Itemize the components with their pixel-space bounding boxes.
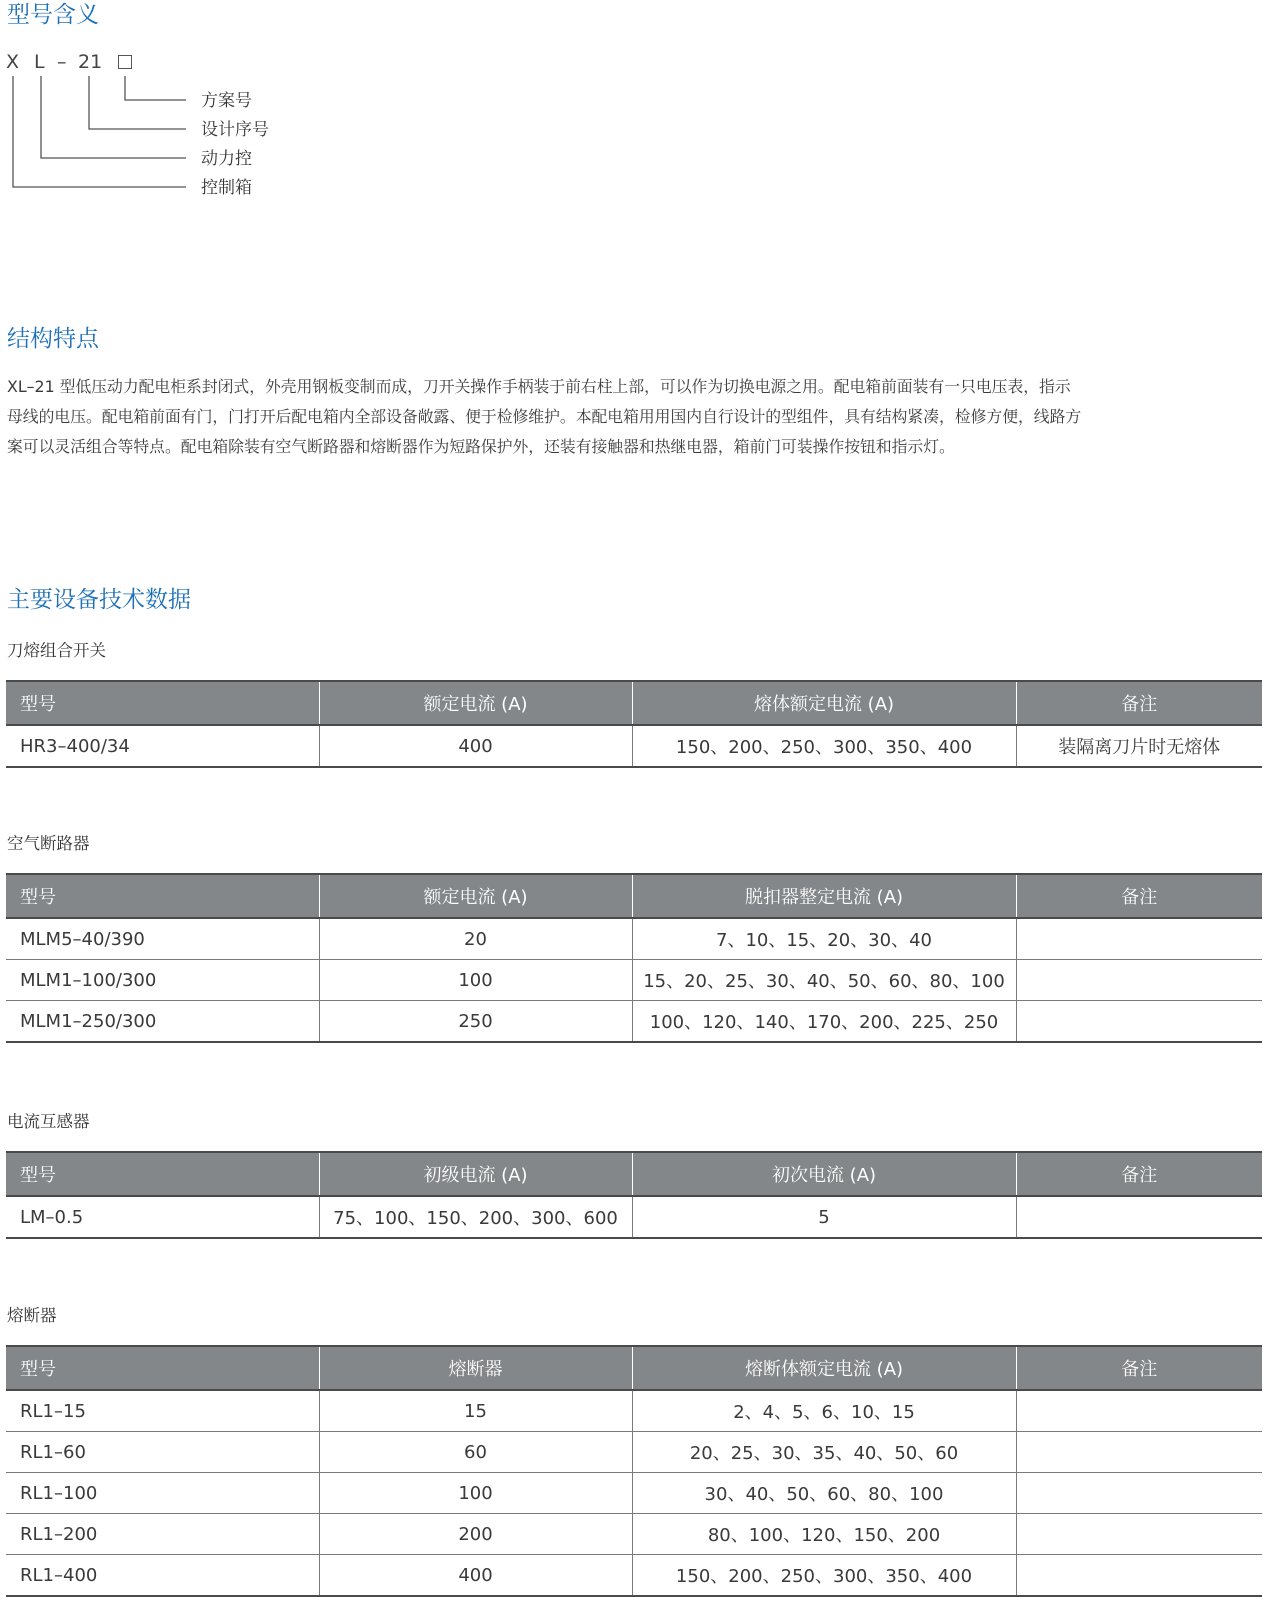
knife-fuse-switch-table — [6, 680, 1262, 768]
current-transformer-subtitle: 电流互感器 — [7, 1112, 90, 1131]
structure-heading: 结构特点 — [7, 326, 99, 352]
knife-fuse-switch-subtitle: 刀熔组合开关 — [7, 641, 106, 660]
cell-remark — [1016, 1001, 1262, 1043]
table-header-row — [6, 681, 1262, 725]
header-remark: 备注 — [1016, 1152, 1262, 1196]
cell-model: RL1–400 — [6, 1555, 319, 1597]
cell-rated-current: 20 — [319, 918, 632, 960]
cell-model: HR3–400/34 — [6, 725, 319, 767]
legend-label-power-control: 动力控 — [201, 149, 252, 169]
cell-remark — [1016, 1432, 1262, 1473]
cell-fuse-current: 150、200、250、300、350、400 — [632, 725, 1016, 767]
table-row — [6, 918, 1262, 960]
cell-fuse: 15 — [319, 1390, 632, 1432]
cell-trip-current: 100、120、140、170、200、225、250 — [632, 1001, 1016, 1043]
table-row — [6, 1390, 1262, 1432]
cell-rated-current: 400 — [319, 725, 632, 767]
table-row — [6, 1555, 1262, 1597]
model-code-leader-lines — [0, 0, 200, 200]
cell-remark — [1016, 918, 1262, 960]
header-fuse-rated-current: 熔体额定电流 (A) — [632, 681, 1016, 725]
cell-model: RL1–15 — [6, 1390, 319, 1432]
air-breaker-subtitle: 空气断路器 — [7, 834, 90, 853]
header-trip-setting-current: 脱扣器整定电流 (A) — [632, 874, 1016, 918]
description-line: XL–21 型低压动力配电柜系封闭式，外壳用钢板变制而成，刀开关操作手柄装于前右柱上部，可以作为切换电源之用。配电箱前面装有一只电压表，指示 — [7, 377, 1071, 396]
equipment-heading: 主要设备技术数据 — [7, 587, 191, 613]
legend-label-design-seq: 设计序号 — [201, 120, 269, 140]
header-model: 型号 — [6, 681, 319, 725]
cell-fuse: 60 — [319, 1432, 632, 1473]
cell-fuse: 100 — [319, 1473, 632, 1514]
cell-rated-current: 250 — [319, 1001, 632, 1043]
table-row — [6, 1514, 1262, 1555]
cell-remark — [1016, 1555, 1262, 1597]
fuse-table — [6, 1345, 1262, 1597]
cell-trip-current: 7、10、15、20、30、40 — [632, 918, 1016, 960]
cell-remark — [1016, 1196, 1262, 1238]
header-rated-current: 额定电流 (A) — [319, 681, 632, 725]
cell-fuse: 400 — [319, 1555, 632, 1597]
cell-fuse-body-current: 30、40、50、60、80、100 — [632, 1473, 1016, 1514]
cell-model: RL1–60 — [6, 1432, 319, 1473]
header-model: 型号 — [6, 874, 319, 918]
header-remark: 备注 — [1016, 874, 1262, 918]
table-header-row — [6, 1346, 1262, 1390]
header-model: 型号 — [6, 1346, 319, 1390]
header-model: 型号 — [6, 1152, 319, 1196]
cell-model: MLM1–250/300 — [6, 1001, 319, 1043]
cell-remark — [1016, 1473, 1262, 1514]
cell-remark: 装隔离刀片时无熔体 — [1016, 725, 1262, 767]
cell-model: RL1–100 — [6, 1473, 319, 1514]
description-line: 母线的电压。配电箱前面有门，门打开后配电箱内全部设备敞露、便于检修维护。本配电箱用用国内自行设计的型组件，具有结构紧凑，检修方便，线路方 — [7, 407, 1082, 426]
structure-description — [7, 372, 1262, 462]
cell-remark — [1016, 1390, 1262, 1432]
cell-model: RL1–200 — [6, 1514, 319, 1555]
cell-fuse-body-current: 2、4、5、6、10、15 — [632, 1390, 1016, 1432]
cell-model: MLM1–100/300 — [6, 960, 319, 1001]
header-rated-current: 额定电流 (A) — [319, 874, 632, 918]
code-part-x: X — [6, 51, 20, 73]
cell-fuse-body-current: 150、200、250、300、350、400 — [632, 1555, 1016, 1597]
cell-model: MLM5–40/390 — [6, 918, 319, 960]
cell-rated-current: 100 — [319, 960, 632, 1001]
table-row — [6, 1196, 1262, 1238]
header-secondary-current: 初次电流 (A) — [632, 1152, 1016, 1196]
code-part-21: 21 — [78, 51, 103, 73]
header-remark: 备注 — [1016, 1346, 1262, 1390]
code-part-l: L — [34, 51, 45, 73]
cell-fuse-body-current: 80、100、120、150、200 — [632, 1514, 1016, 1555]
legend-label-scheme: 方案号 — [201, 91, 252, 111]
table-row — [6, 1473, 1262, 1514]
header-remark: 备注 — [1016, 681, 1262, 725]
header-primary-current: 初级电流 (A) — [319, 1152, 632, 1196]
legend-label-control-box: 控制箱 — [201, 178, 252, 198]
cell-model: LM–0.5 — [6, 1196, 319, 1238]
cell-primary-current: 75、100、150、200、300、600 — [319, 1196, 632, 1238]
table-header-row — [6, 874, 1262, 918]
cell-secondary-current: 5 — [632, 1196, 1016, 1238]
description-line: 案可以灵活组合等特点。配电箱除装有空气断路器和熔断器作为短路保护外，还装有接触器和热继电器，箱前门可装操作按钮和指示灯。 — [7, 437, 955, 456]
cell-remark — [1016, 960, 1262, 1001]
table-row — [6, 1001, 1262, 1043]
cell-fuse: 200 — [319, 1514, 632, 1555]
cell-fuse-body-current: 20、25、30、35、40、50、60 — [632, 1432, 1016, 1473]
model-meaning-heading: 型号含义 — [7, 2, 99, 28]
current-transformer-table — [6, 1151, 1262, 1239]
header-fuse-body-rated-current: 熔断体额定电流 (A) — [632, 1346, 1016, 1390]
code-part-dash: – — [57, 51, 67, 73]
header-fuse: 熔断器 — [319, 1346, 632, 1390]
table-header-row — [6, 1152, 1262, 1196]
cell-trip-current: 15、20、25、30、40、50、60、80、100 — [632, 960, 1016, 1001]
fuse-subtitle: 熔断器 — [7, 1306, 57, 1325]
cell-remark — [1016, 1514, 1262, 1555]
table-row — [6, 960, 1262, 1001]
table-row — [6, 1432, 1262, 1473]
table-row — [6, 725, 1262, 767]
air-breaker-table — [6, 873, 1262, 1043]
